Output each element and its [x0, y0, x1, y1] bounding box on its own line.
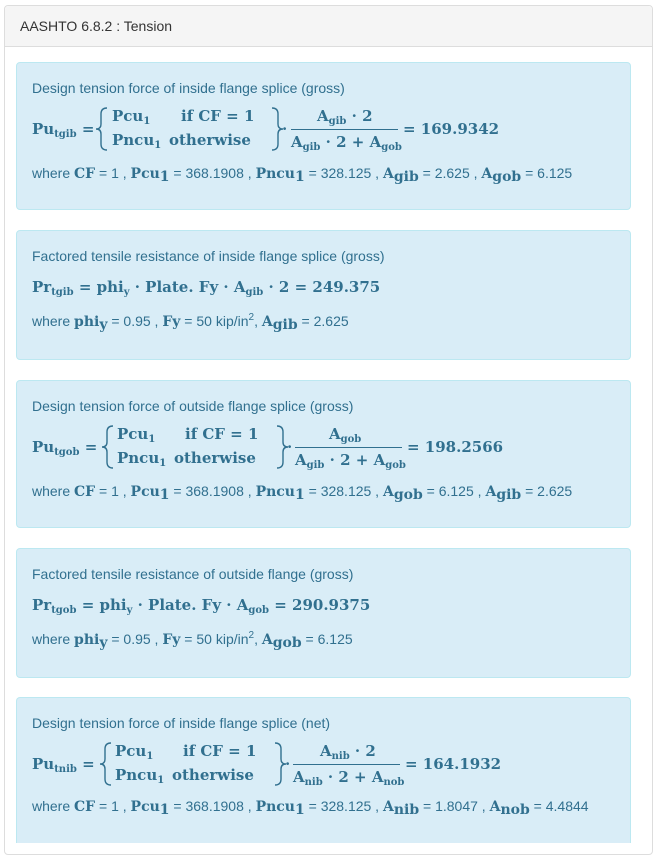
card-outside-gross-force: [16, 380, 631, 528]
denominator: $A_{gib} \cdot 2 + A_{gob}$: [295, 451, 406, 471]
case-2: Pncu$_1$: [112, 131, 162, 151]
case-1: Pcu$_1$: [115, 742, 154, 762]
left-brace-icon: [95, 107, 109, 151]
where-line: where CF = 1 , Pcu1 = 368.1908 , Pncu1 = 328.125 , Anib = 1.8047 , Anob = 4.4844: [32, 798, 589, 818]
panel-title: AASHTO 6.8.2 : Tension: [5, 6, 652, 47]
where-line: where CF = 1 , Pcu1 = 368.1908 , Pncu1 = 328.125 , Agib = 2.625 , Agob = 6.125: [32, 165, 573, 185]
lhs: $Pu_{tgob}$ =: [32, 438, 98, 458]
fraction-bar: [295, 447, 402, 448]
cond-2: otherwise: [169, 131, 251, 149]
cond-2: otherwise: [172, 766, 254, 784]
card-title: Design tension force of outside flange splice (gross): [32, 398, 354, 414]
case-2: Pncu$_1$: [115, 766, 165, 786]
denominator: $A_{gib} \cdot 2 + A_{gob}$: [291, 133, 402, 153]
case-1: Pcu$_1$: [117, 425, 156, 445]
dot-operator: ·: [282, 120, 288, 138]
cond-1: if CF = 1: [181, 107, 255, 125]
card-title: Design tension force of inside flange splice (net): [32, 715, 331, 731]
lhs: $Pu_{tnib}$ =: [32, 755, 95, 775]
card-outside-gross-resistance: [16, 548, 631, 678]
where-line: where phiy = 0.95 , Fy = 50 kip/$in^2$, Agob = 6.125: [32, 630, 353, 651]
cond-1: if CF = 1: [185, 425, 259, 443]
numerator: $A_{gib} \cdot 2$: [317, 107, 373, 127]
cond-1: if CF = 1: [183, 742, 257, 760]
numerator: $A_{nib} \cdot 2$: [320, 742, 376, 762]
case-2: Pncu$_1$: [117, 449, 167, 469]
card-title: Factored tensile resistance of outside flange (gross): [32, 566, 354, 582]
card-title: Factored tensile resistance of inside flange splice (gross): [32, 248, 385, 264]
result: = 169.9342: [403, 120, 500, 138]
where-line: where CF = 1 , Pcu1 = 368.1908 , Pncu1 = 328.125 , Agob = 6.125 , Agib = 2.625: [32, 483, 573, 503]
result: = 198.2566: [407, 438, 504, 456]
case-1: Pcu$_1$: [112, 107, 151, 127]
left-brace-icon: [101, 425, 115, 469]
formula: $Pr_{tgob} = phi_y$ · Plate. $Fy \cdot A_{gob} = 290.9375$: [32, 596, 371, 616]
dot-operator: ·: [287, 438, 293, 456]
card-inside-net-force: [16, 697, 631, 843]
fraction-bar: [293, 764, 400, 765]
denominator: $A_{nib} \cdot 2 + A_{nob}$: [293, 768, 405, 788]
result: = 164.1932: [405, 755, 502, 773]
fraction-bar: [291, 129, 398, 130]
lhs: $Pu_{tgib}$ =: [32, 120, 95, 140]
dot-operator: ·: [285, 755, 291, 773]
cond-2: otherwise: [174, 449, 256, 467]
left-brace-icon: [99, 742, 113, 786]
where-line: where phiy = 0.95 , Fy = 50 kip/$in^2$, Agib = 2.625: [32, 312, 349, 333]
card-inside-gross-force: [16, 62, 631, 210]
numerator: $A_{gob}$: [329, 425, 362, 445]
card-inside-gross-resistance: [16, 230, 631, 360]
formula: $Pr_{tgib} = phi_y$ · Plate. $Fy \cdot A_{gib} \cdot 2 = 249.375$: [32, 278, 381, 298]
card-title: Design tension force of inside flange splice (gross): [32, 80, 345, 96]
